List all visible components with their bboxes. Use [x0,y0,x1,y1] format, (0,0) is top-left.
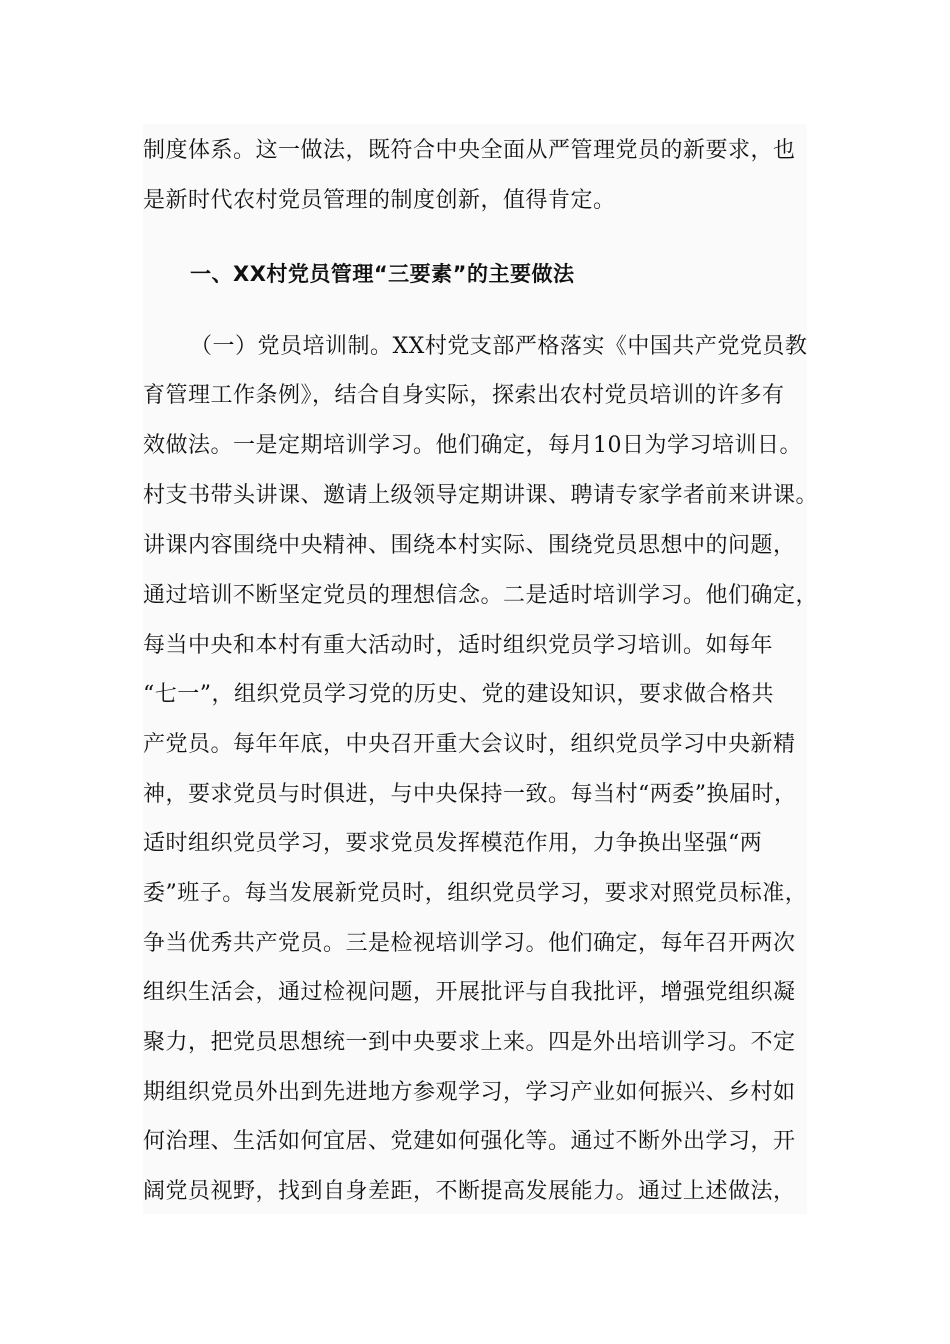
paragraph-line-5: 讲课内容围绕中央精神、围绕本村实际、围绕党员思想中的问题， [143,533,796,558]
paragraph-line-15: 聚力，把党员思想统一到中央要求上来。四是外出培训学习。不定 [143,1030,796,1055]
paragraph-line-1: （一）党员培训制。XX村党支部严格落实《中国共产党党员教 [190,334,808,359]
paragraph-line-12: 委”班子。每当发展新党员时，组织党员学习，要求对照党员标准， [143,881,808,906]
section-heading: 一、XX村党员管理“三要素”的主要做法 [190,262,575,286]
paragraph-line-13: 争当优秀共产党员。三是检视培训学习。他们确定，每年召开两次 [143,931,796,956]
intro-line-2: 是新时代农村党员管理的制度创新，值得肯定。 [143,188,616,213]
paragraph-line-6: 通过培训不断坚定党员的理想信念。二是适时培训学习。他们确定， [143,583,819,608]
paragraph-line-3: 效做法。一是定期培训学习。他们确定，每月10日为学习培训日。 [143,433,802,458]
paragraph-line-4: 村支书带头讲课、邀请上级领导定期讲课、聘请专家学者前来讲课。 [143,483,819,508]
paragraph-line-7: 每当中央和本村有重大活动时，适时组织党员学习培训。如每年 [143,633,774,658]
paragraph-line-8: “七一”，组织党员学习党的历史、党的建设知识，要求做合格共 [143,682,774,707]
paragraph-line-10: 神，要求党员与时俱进，与中央保持一致。每当村“两委”换届时， [143,782,797,807]
paragraph-line-17: 何治理、生活如何宜居、党建如何强化等。通过不断外出学习，开 [143,1129,796,1154]
paragraph-line-16: 期组织党员外出到先进地方参观学习，学习产业如何振兴、乡村如 [143,1080,796,1105]
intro-line-1: 制度体系。这一做法，既符合中央全面从严管理党员的新要求，也 [143,138,796,163]
paragraph-line-18: 阔党员视野，找到自身差距，不断提高发展能力。通过上述做法， [143,1179,796,1204]
paragraph-line-2: 育管理工作条例》，结合自身实际，探索出农村党员培训的许多有 [143,383,785,408]
paragraph-line-9: 产党员。每年年底，中央召开重大会议时，组织党员学习中央新精 [143,732,796,757]
paragraph-line-11: 适时组织党员学习，要求党员发挥模范作用，力争换出坚强“两 [143,831,763,856]
paragraph-line-14: 组织生活会，通过检视问题，开展批评与自我批评，增强党组织凝 [143,980,796,1005]
